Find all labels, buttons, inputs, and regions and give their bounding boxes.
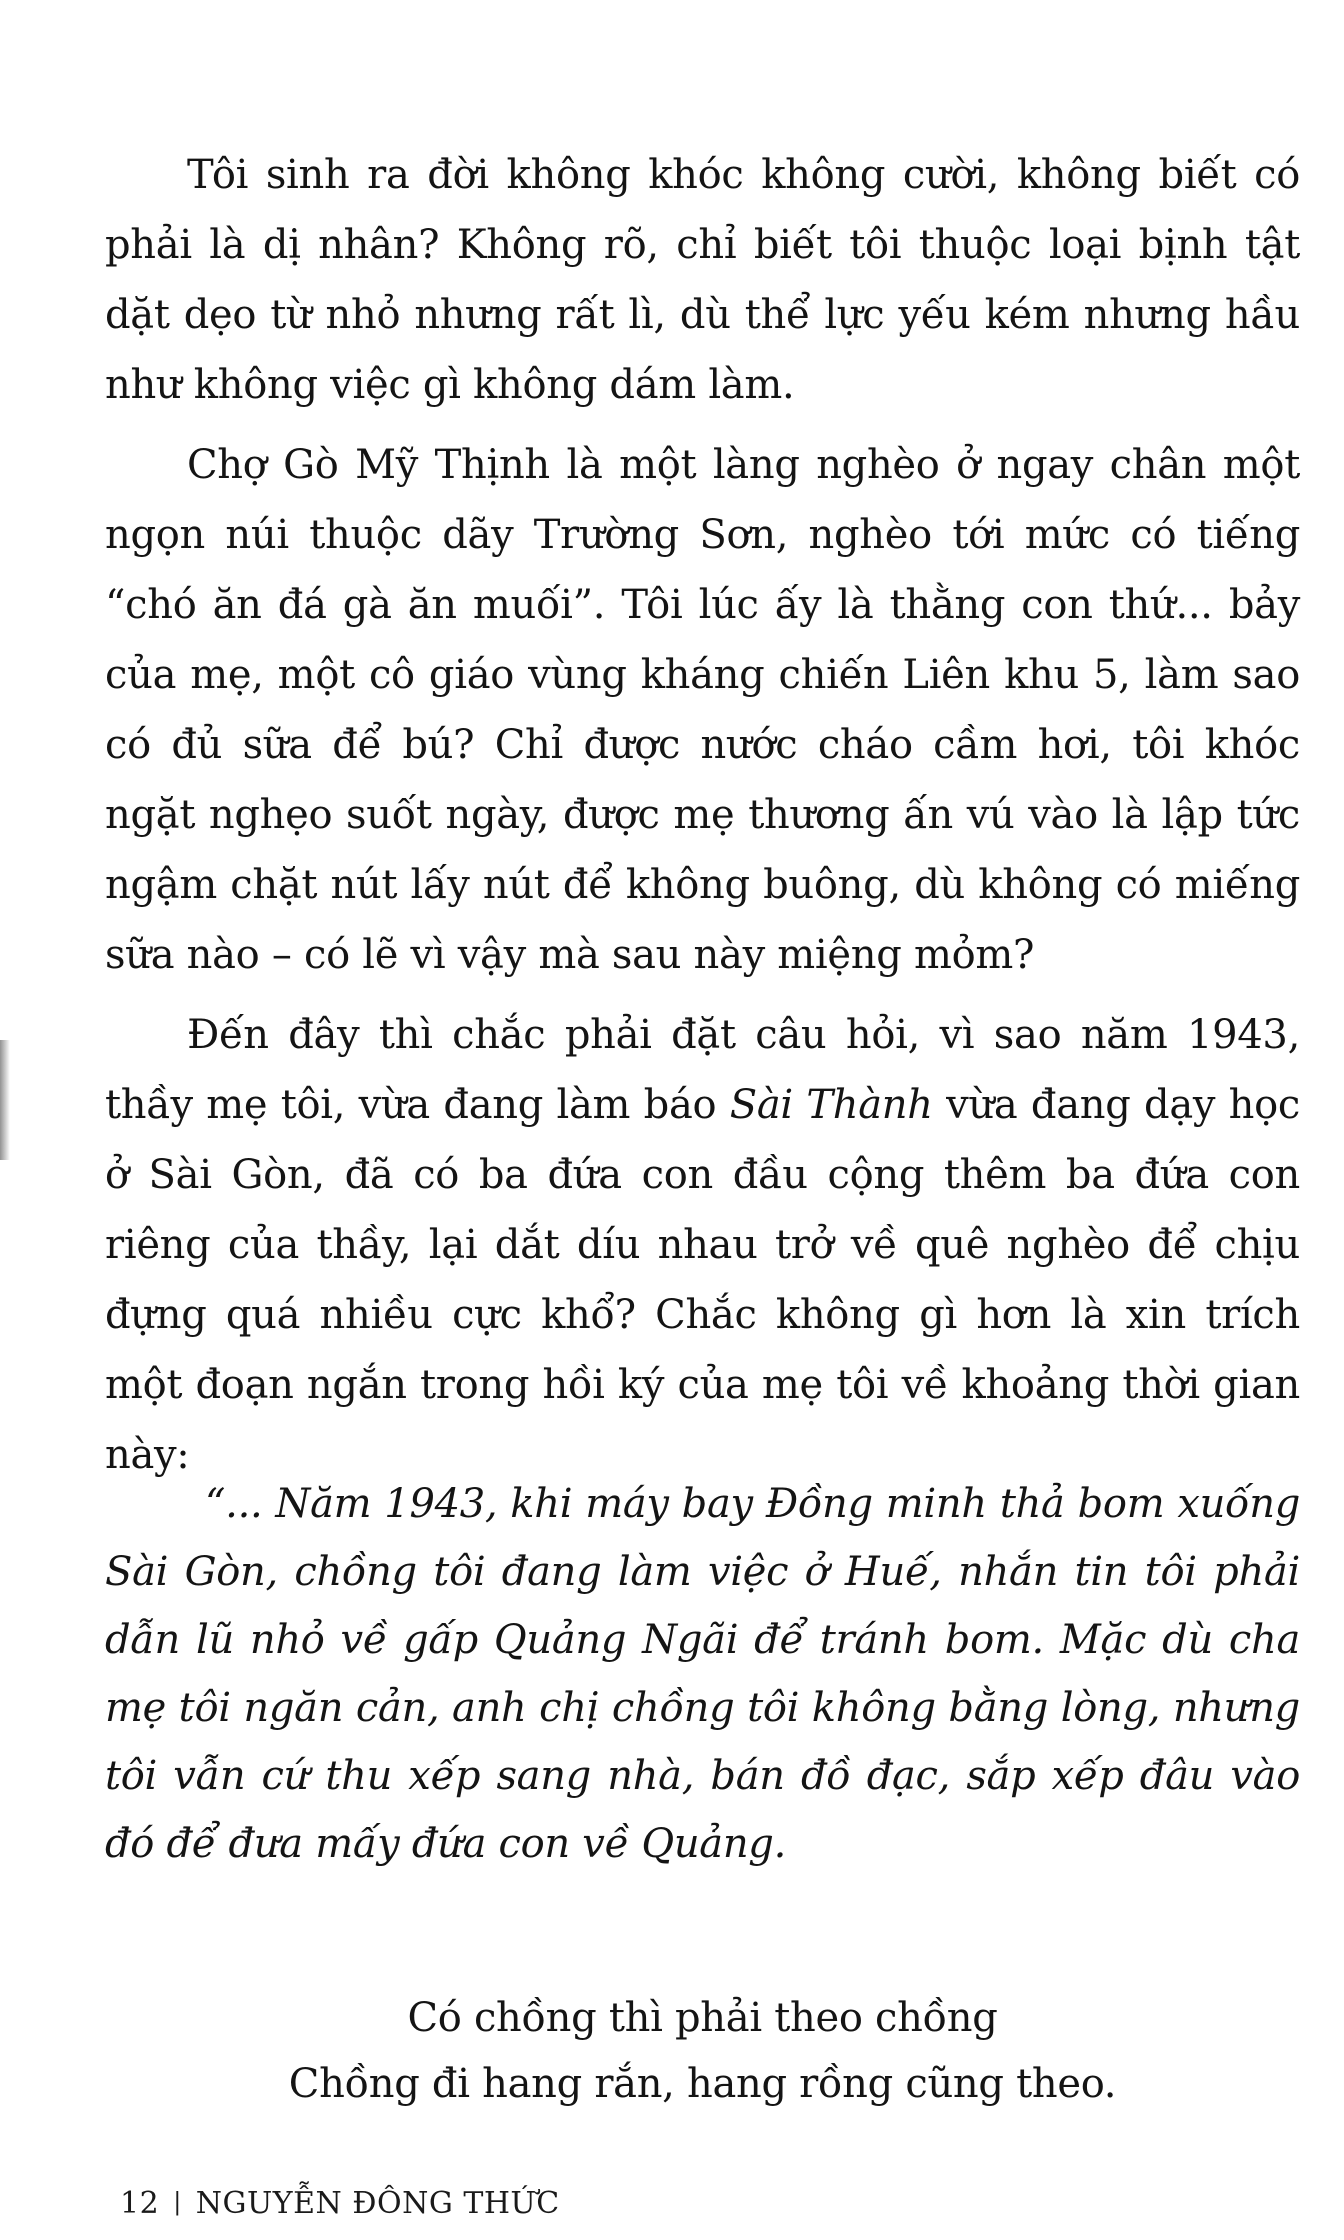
quote-text: Năm 1943, khi máy bay Đồng minh thả bom xuống Sài Gòn, chồng tôi đang làm việc ở Huế, nhắn tin tôi phải dẫn lũ nhỏ về gấp Quảng Ngãi để tránh bom. Mặc dù cha mẹ tôi ngăn cản, anh chị chồng tôi không bằng lòng, nhưng tôi vẫn cứ thu xếp sang nhà, bán đồ đạc, sắp xếp đâu vào đó để đưa mấy đứa con về Quảng. xyxy=(105,1481,1300,1867)
paragraph-3-end: vừa đang dạy học ở Sài Gòn, đã có ba đứa con đầu cộng thêm ba đứa con riêng của thầy, lại dắt díu nhau trở về quê nghèo để chịu đựng quá nhiều cực khổ? Chắc không gì hơn là xin trích một đoạn ngắn trong hồi ký của mẹ tôi về khoảng thời gian này: xyxy=(105,1082,1300,1478)
memoir-quote xyxy=(105,1470,1300,1878)
quote-paragraph xyxy=(105,1470,1300,1878)
paragraph-2: Chợ Gò Mỹ Thịnh là một làng nghèo ở ngay chân một ngọn núi thuộc dãy Trường Sơn, nghèo tới mức có tiếng “chó ăn đá gà ăn muối”. Tôi lúc ấy là thằng con thứ... bảy của mẹ, một cô giáo vùng kháng chiến Liên khu 5, làm sao có đủ sữa để bú? Chỉ được nước cháo cầm hơi, tôi khóc ngặt nghẹo suốt ngày, được mẹ thương ấn vú vào là lập tức ngậm chặt nút lấy nút để không buông, dù không có miếng sữa nào – có lẽ vì vậy mà sau này miệng mỏm? xyxy=(105,442,1300,978)
paragraph-1: Tôi sinh ra đời không khóc không cười, không biết có phải là dị nhân? Không rõ, chỉ biết tôi thuộc loại bịnh tật dặt dẹo từ nhỏ nhưng rất lì, dù thể lực yếu kém nhưng hầu như không việc gì không dám làm. xyxy=(105,152,1300,408)
quote-open-mark: “... xyxy=(205,1481,276,1527)
paragraph-3 xyxy=(105,1000,1300,1490)
page-footer xyxy=(120,2182,560,2224)
folk-verse xyxy=(105,1985,1300,2117)
newspaper-title: Sài Thành xyxy=(729,1082,933,1128)
page-edge-shadow xyxy=(0,1040,10,1160)
page-number: 12 xyxy=(120,2186,160,2221)
verse-line-2: Chồng đi hang rắn, hang rồng cũng theo. xyxy=(288,2061,1117,2107)
author-name: NGUYỄN ĐÔNG THỨC xyxy=(195,2186,560,2221)
verse-line-1: Có chồng thì phải theo chồng xyxy=(407,1995,998,2041)
footer-separator: | xyxy=(173,2188,182,2216)
paragraph-3-start: Đến đây thì chắc phải đặt câu hỏi, vì sao năm 1943, thầy mẹ tôi, vừa đang làm báo xyxy=(105,1012,1300,1128)
body-text xyxy=(105,140,1300,1500)
